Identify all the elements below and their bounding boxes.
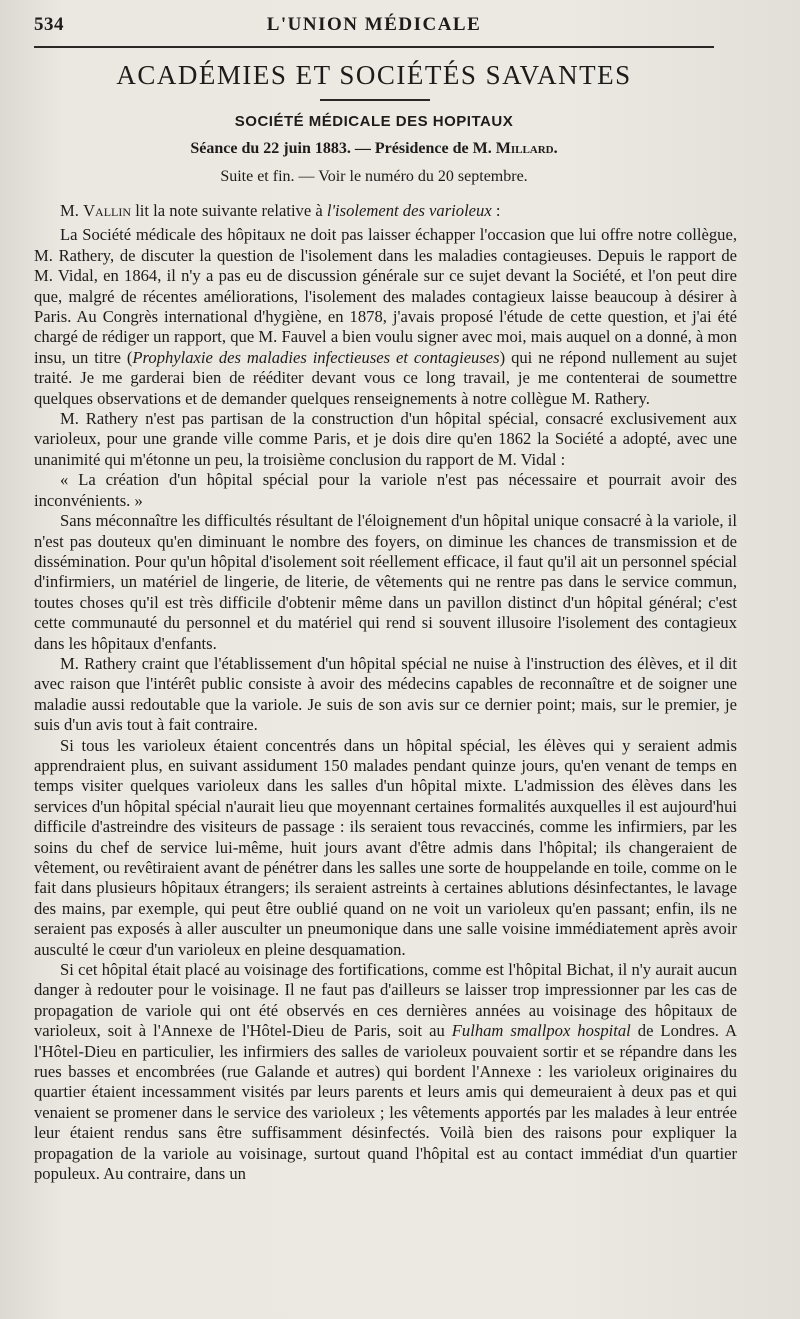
speaker-name: Vallin xyxy=(83,201,132,220)
paragraph: Si tous les varioleux étaient concentrés dans un hôpital spécial, les élèves qui y seraient admis apprendraient plus, en suivant assidument 150 malades pendant quinze jours, qu'en venant de temps en temps visiter quelques varioleux dans les salles d'un hôpital mixte. L'admission des élèves dans les services d'un hôpital spécial n'aurait lieu que moyennant certaines formalités auxquelles il est aujourd'hui difficile d'astreindre des visiteurs de passage : ils seraient tous revaccinés, comme les infirmiers, par les soins du chef de service lui-même, huit jours avant d'être admis dans l'hôpital; ils changeraient de vêtement, ou revêtiraient avant de pénétrer dans les salles une sorte de houppelande en toile, comme on le fait dans plusieurs hôpitaux étrangers; ils seraient astreints à certaines ablutions désinfectantes, le lavage des mains, par exemple, qui peut être oublié quand on ne voit un varioleux qu'en passant; enfin, ils ne seraient pas exposés à aller ausculter un pneumonique dans une salle voisine immédiatement après avoir ausculté le cœur d'un varioleux en pleine desquamation. xyxy=(34,735,737,959)
section-title: ACADÉMIES ET SOCIÉTÉS SAVANTES xyxy=(116,60,632,90)
intro-subject: l'isolement des varioleux xyxy=(326,201,492,220)
report-title: Prophylaxie des maladies infectieuses et contagieuses xyxy=(132,347,500,367)
journal-title: L'UNION MÉDICALE xyxy=(266,14,482,35)
title-rule xyxy=(320,99,430,101)
paragraph xyxy=(34,225,737,409)
quotation: « La création d'un hôpital spécial pour la variole n'est pas nécessaire et pourrait avoir des inconvénients. » xyxy=(34,470,737,510)
paragraph-intro xyxy=(34,201,737,221)
paragraph-text: Si cet hôpital était placé au voisinage des fortifications, comme est l'hôpital Bichat, il n'y aurait aucun danger à redouter pour le voisinage. Il ne faut pas d'ailleurs se laisser trop impressionner par les cas de propagation de variole qui ont été observés en ces dernières années au voisinage des hôpitaux de varioleux, soit à l'Annexe de l'Hôtel-Dieu de Paris, soit au xyxy=(34,960,737,1041)
paragraph-text: de Londres. A l'Hôtel-Dieu en particulier, les infirmiers des salles de varioleux pouvaient sortir et se répandre dans les rues basses et encombrées (rue Galande et autres) qui bordent l'Annexe : les varioleux originaires du quartier étaient incessamment visités par leurs parents et leurs amis qui demeuraient à deux pas et qui venaient se promener dans le service des varioleux ; les vêtements apportés par les malades à leur entrée leur étaient rendus sans être suffisamment désinfectés. Voilà bien des raisons pour expliquer la propagation de la variole au voisinage, surtout quand l'hôpital est au contact immédiat d'un quartier populeux. Au contraire, dans un xyxy=(34,1021,738,1184)
intro-end: : xyxy=(491,201,501,220)
session-line xyxy=(34,140,714,158)
paragraph xyxy=(34,960,737,1184)
header-rule xyxy=(34,46,714,48)
paragraph: M. Rathery n'est pas partisan de la construction d'un hôpital spécial, consacré exclusivement aux varioleux, pour une grande ville comme Paris, et je dois dire qu'en 1862 la Société a adopté, avec une unanimité qui m'étonne un peu, la troisième conclusion du rapport de M. Vidal : xyxy=(34,409,737,469)
paragraph-text: ) qui ne répond nullement au sujet traité. Je me garderai bien de rééditer devant vous ce long travail, je me contenterai de soumettre quelques observations et de demander quelques renseignements à notre collègue M. Rathery. xyxy=(34,347,737,408)
running-head xyxy=(34,12,714,42)
continuation-note: Suite et fin. — Voir le numéro du 20 septembre. xyxy=(220,168,528,185)
president-name: Millard. xyxy=(495,140,558,157)
paragraph: M. Rathery craint que l'établissement d'un hôpital spécial ne nuise à l'instruction des élèves, et il dit avec raison que l'intérêt public consiste à avoir des médecins capables de reconnaître et de soigner une maladie aussi redoutable que la variole. Je suis de son avis sur ce dernier point; mais, sur le premier, je suis d'un avis tout à fait contraire. xyxy=(34,653,737,735)
session-prefix: Séance du 22 juin 1883. — Présidence de M. xyxy=(190,140,496,157)
hospital-name: Fulham smallpox hospital xyxy=(451,1021,631,1041)
article-body xyxy=(34,201,737,1185)
page-number: 534 xyxy=(34,14,64,35)
society-heading: SOCIÉTÉ MÉDICALE DES HOPITAUX xyxy=(234,113,514,130)
intro-title: M. xyxy=(60,201,84,220)
paragraph: Sans méconnaître les difficultés résultant de l'éloignement d'un hôpital unique consacré à la variole, il n'est pas douteux qu'en diminuant le nombre des foyers, on diminue les chances de transmission et de dissémination. Pour qu'un hôpital d'isolement soit réellement efficace, il faut qu'il ait un personnel spécial d'infirmiers, un matériel de lingerie, de literie, de vêtements qui ne rentre pas dans le service commun, toutes choses qu'il est très difficile d'obtenir même dans un pavillon distinct d'un hôpital général; c'est cette communauté du personnel et du matériel qui rend si souvent illusoire l'isolement des contagieux dans les hôpitaux d'enfants. xyxy=(34,511,737,653)
paragraph-text: La Société médicale des hôpitaux ne doit pas laisser échapper l'occasion que lui offre notre collègue, M. Rathery, de discuter la question de l'isolement dans les maladies contagieuses. Depuis le rapport de M. Vidal, en 1864, il n'y a pas eu de discussion générale sur ce sujet devant la Société, et l'on peut dire que, malgré de récentes améliorations, l'isolement des malades contagieux laisse beaucoup à désirer à Paris. Au Congrès international d'hygiène, en 1878, j'avais proposé l'étude de cette question, et j'ai été chargé de rédiger un rapport, que M. Fauvel a bien voulu signer avec moi, mais auquel on a donné, à mon insu, un titre ( xyxy=(34,225,737,367)
intro-text: lit la note suivante relative à xyxy=(131,201,327,220)
